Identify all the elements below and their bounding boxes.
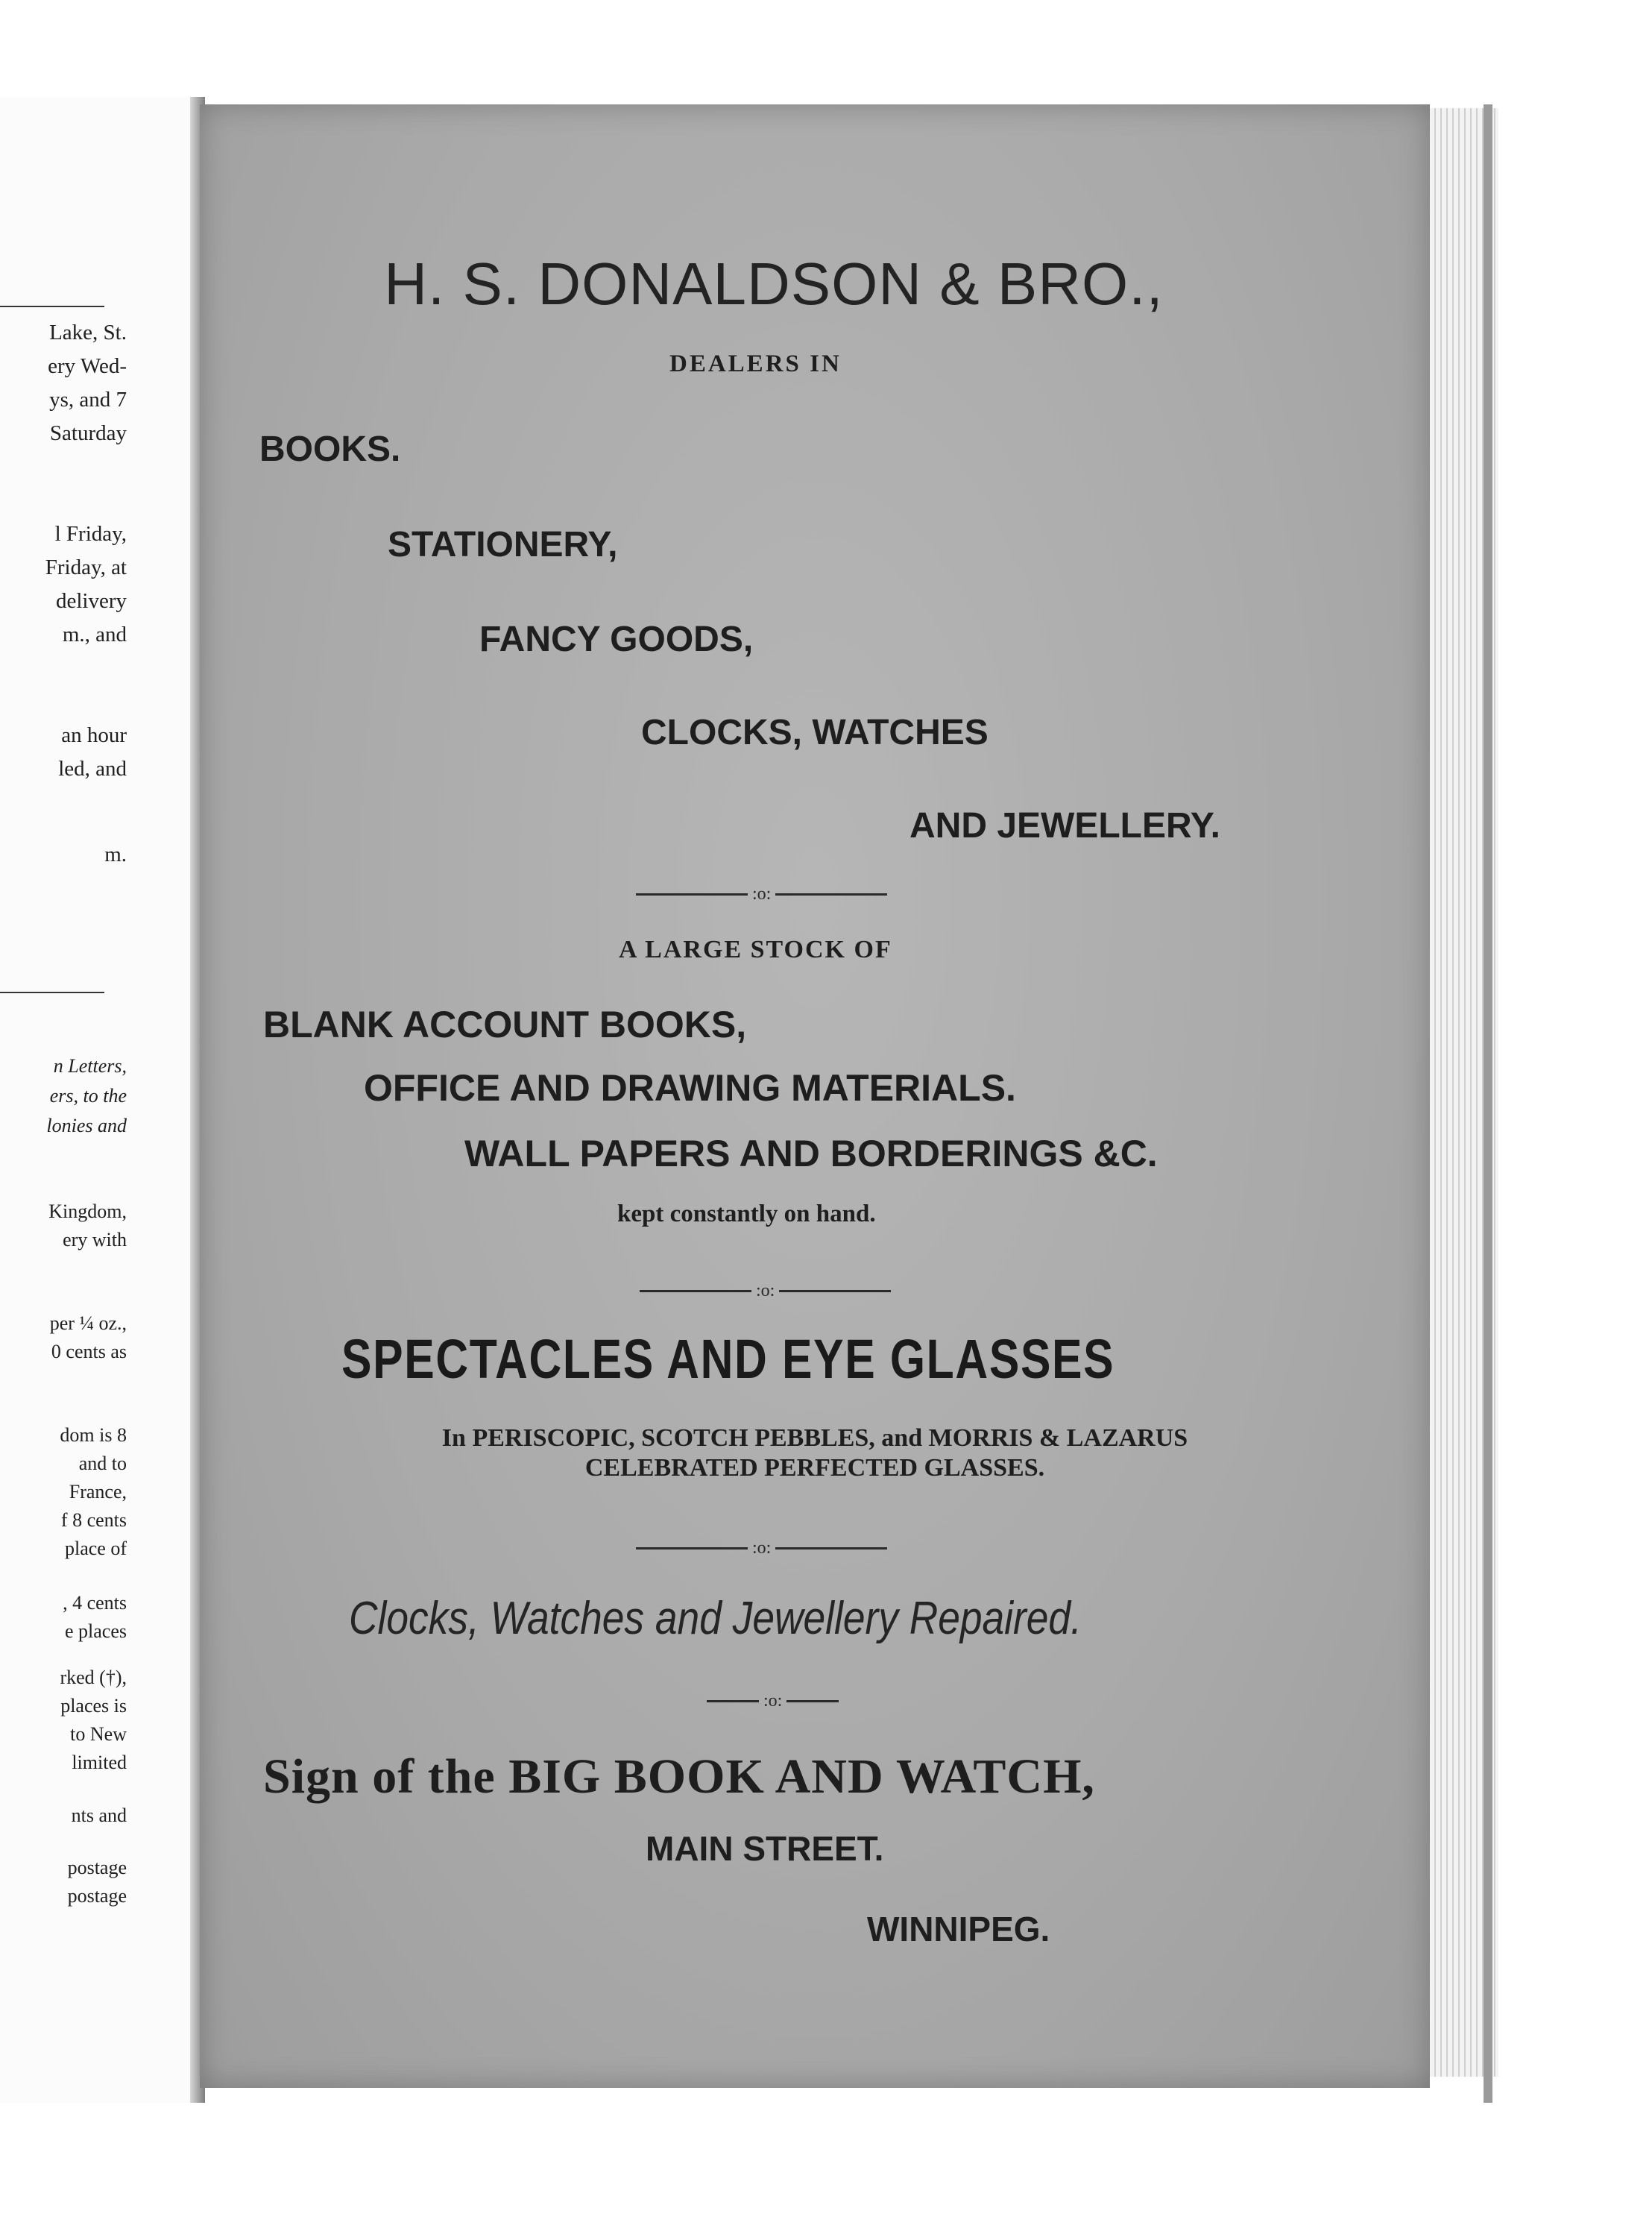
left-page-rule bbox=[0, 992, 104, 993]
page-stack-shadow bbox=[1484, 104, 1492, 2103]
left-page-line: led, and bbox=[58, 757, 127, 781]
left-page-line: delivery bbox=[55, 589, 127, 613]
large-stock-label: A LARGE STOCK OF bbox=[619, 936, 892, 963]
left-page-line: dom is 8 bbox=[60, 1424, 127, 1446]
advertisement-page bbox=[200, 104, 1430, 2088]
item-jewellery: AND JEWELLERY. bbox=[909, 806, 1220, 846]
stock-item-blank-books: BLANK ACCOUNT BOOKS, bbox=[263, 1004, 747, 1045]
stock-item-wall-papers: WALL PAPERS AND BORDERINGS &C. bbox=[464, 1133, 1158, 1174]
left-page-line: postage bbox=[67, 1885, 127, 1907]
divider-mark: :o: bbox=[752, 1538, 772, 1558]
left-page-line: Friday, at bbox=[45, 556, 127, 579]
ornamental-divider bbox=[707, 1689, 839, 1711]
left-page-line: per ¼ oz., bbox=[49, 1312, 127, 1334]
left-page-line: place of bbox=[64, 1538, 127, 1559]
spectacles-description-line1: In PERISCOPIC, SCOTCH PEBBLES, and MORRIS & LAZARUS bbox=[441, 1424, 1188, 1452]
repaired-notice: Clocks, Watches and Jewellery Repaired. bbox=[349, 1593, 1082, 1644]
left-page-line: rked (†), bbox=[60, 1667, 127, 1688]
left-page-line: an hour bbox=[61, 723, 127, 747]
left-page-line: to New bbox=[70, 1723, 127, 1745]
left-page-line: Kingdom, bbox=[48, 1201, 127, 1222]
item-books: BOOKS. bbox=[259, 430, 401, 469]
left-page-line: ys, and 7 bbox=[49, 388, 127, 412]
left-page-line: f 8 cents bbox=[60, 1509, 127, 1531]
left-page-fragment bbox=[0, 97, 190, 2103]
left-page-line: ery Wed- bbox=[48, 354, 127, 378]
left-page-line: e places bbox=[64, 1620, 127, 1642]
street-address: MAIN STREET. bbox=[646, 1829, 884, 1868]
left-page-line: m., and bbox=[62, 623, 127, 646]
stock-item-office-materials: OFFICE AND DRAWING MATERIALS. bbox=[364, 1067, 1016, 1109]
left-page-line: lonies and bbox=[46, 1115, 127, 1136]
left-page-line: ers, to the bbox=[49, 1085, 127, 1107]
spectacles-heading: SPECTACLES AND EYE GLASSES bbox=[341, 1328, 1115, 1390]
left-page-line: n Letters, bbox=[53, 1055, 127, 1077]
left-page-rule bbox=[0, 306, 104, 307]
dealers-in-label: DEALERS IN bbox=[669, 350, 842, 377]
divider-mark: :o: bbox=[756, 1281, 775, 1301]
left-page-line: France, bbox=[69, 1481, 127, 1503]
city-name: WINNIPEG. bbox=[867, 1910, 1050, 1948]
left-page-line: limited bbox=[72, 1752, 127, 1773]
sign-of-big-book: Sign of the BIG BOOK AND WATCH, bbox=[263, 1749, 1095, 1804]
item-stationery: STATIONERY, bbox=[388, 525, 618, 564]
ornamental-divider bbox=[640, 1279, 891, 1301]
left-page-line: Saturday bbox=[49, 421, 127, 445]
left-page-line: places is bbox=[60, 1695, 127, 1717]
divider-mark: :o: bbox=[763, 1691, 783, 1711]
left-page-line: ery with bbox=[63, 1229, 127, 1250]
left-page-line: l Friday, bbox=[54, 522, 127, 546]
left-page-line: and to bbox=[78, 1453, 127, 1474]
spectacles-description-line2: CELEBRATED PERFECTED GLASSES. bbox=[584, 1454, 1045, 1482]
firm-name: H. S. DONALDSON & BRO., bbox=[384, 251, 1164, 317]
kept-on-hand-text: kept constantly on hand. bbox=[617, 1201, 876, 1227]
item-clocks-watches: CLOCKS, WATCHES bbox=[641, 713, 989, 752]
ornamental-divider bbox=[636, 882, 887, 904]
left-page-line: m. bbox=[104, 843, 127, 866]
left-page-line: Lake, St. bbox=[49, 321, 127, 344]
divider-mark: :o: bbox=[752, 884, 772, 904]
ornamental-divider bbox=[636, 1536, 887, 1558]
left-page-line: 0 cents as bbox=[51, 1341, 127, 1362]
item-fancy-goods: FANCY GOODS, bbox=[479, 620, 754, 659]
left-page-line: , 4 cents bbox=[63, 1592, 127, 1614]
left-page-line: nts and bbox=[71, 1805, 127, 1826]
left-page-line: postage bbox=[67, 1857, 127, 1878]
